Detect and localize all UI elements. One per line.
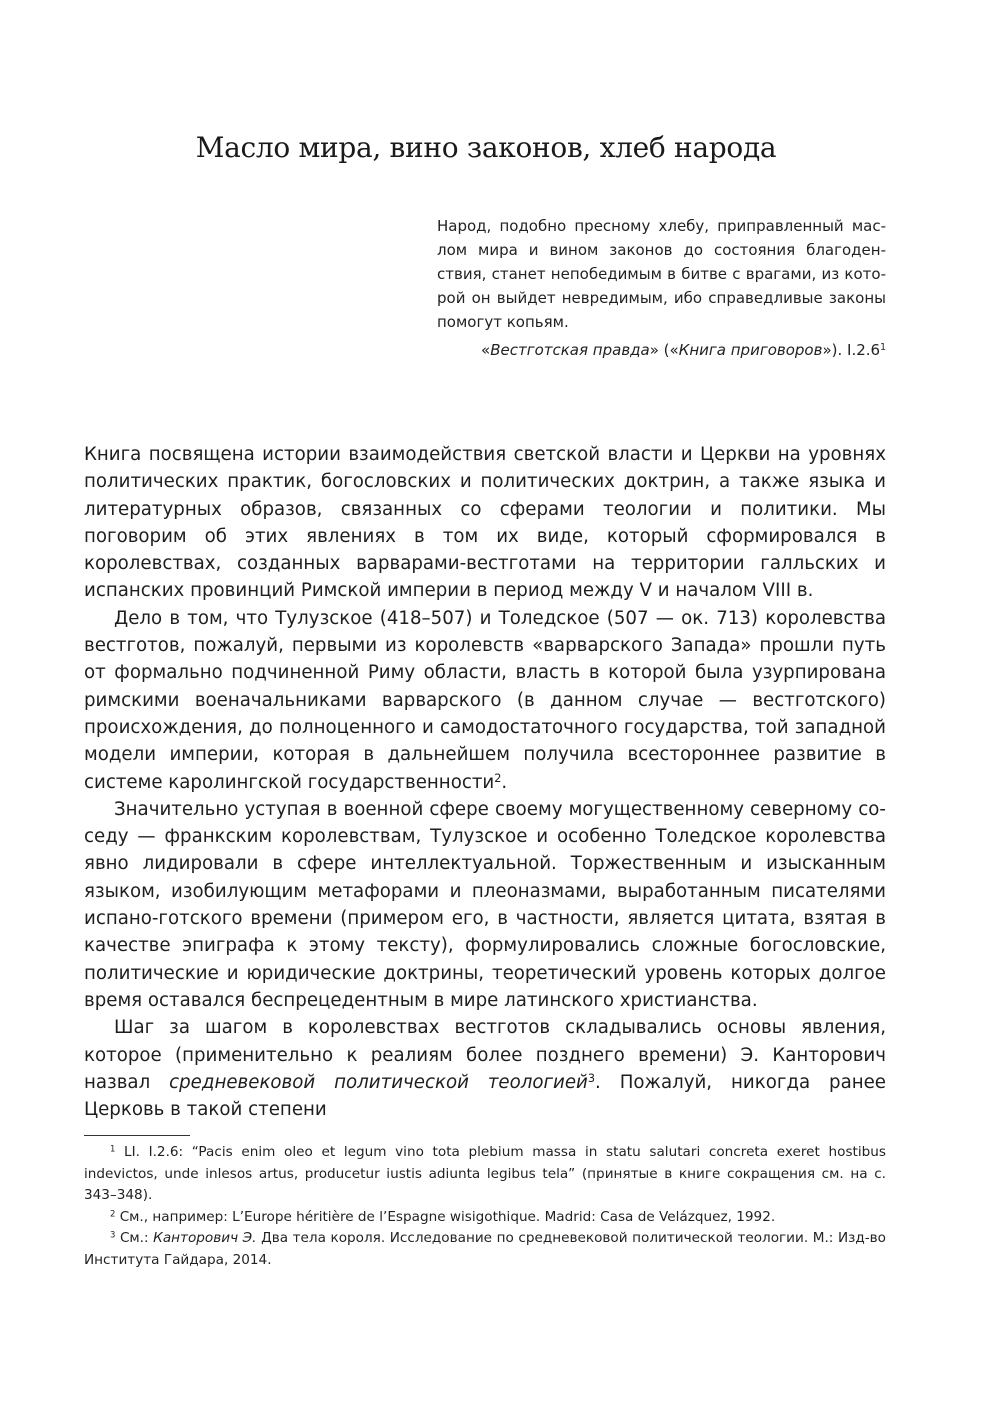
footnote-prefix: См.: — [119, 1230, 154, 1246]
footnote-ref-3[interactable]: 3 — [587, 1071, 596, 1085]
footnotes — [84, 1142, 886, 1271]
epigraph-text: Народ, подобно пресному хлебу, приправленный маслом мира и вином законов до состояния благоденствия, станет непобедимым в битве с врагами, из которой он выйдет невредимым, ибо справедливые законы помогут копьям. — [437, 217, 886, 331]
footnote-number: 2 — [110, 1207, 116, 1218]
epigraph-source-mid: » (« — [649, 341, 679, 359]
paragraph-2 — [84, 605, 886, 796]
footnote-2 — [84, 1207, 886, 1229]
paragraph-text: Шаг за шагом в королевствах вестготов складывались основы явления, которое (применительно к реалиям более позднего времени) Э. Канторович назвал — [84, 1017, 886, 1093]
epigraph-source-open: « — [481, 341, 491, 359]
epigraph-source-title: Вестготская правда — [490, 341, 650, 359]
footnote-author: Канторович Э. — [153, 1230, 257, 1246]
paragraph-3 — [84, 796, 886, 1014]
footnote-text: Два тела короля. Исследование по средневековой политической теологии. М.: Изд-во Института Гайдара, 2014. — [84, 1230, 886, 1268]
footnote-3 — [84, 1228, 886, 1271]
footnote-number: 3 — [110, 1229, 116, 1240]
footnote-ref-2[interactable]: 2 — [494, 771, 502, 785]
footnote-1 — [84, 1142, 886, 1207]
paragraph-4 — [84, 1014, 886, 1123]
body-text — [84, 441, 886, 1123]
footnote-text: См., например: L’Europe héritière de l’Espagne wisigothique. Madrid: Casa de Velázquez, 1992. — [119, 1208, 776, 1225]
epigraph-source-alt: Книга приговоров — [678, 341, 823, 359]
paragraph-italic: средневековой политической теологией — [169, 1071, 588, 1093]
chapter-title: Масло мира, вино законов, хлеб народа — [195, 131, 777, 164]
paragraph-1 — [84, 441, 886, 605]
epigraph — [437, 214, 886, 362]
footnote-divider — [84, 1135, 190, 1136]
paragraph-tail: . — [501, 771, 508, 793]
epigraph-source — [437, 338, 886, 362]
paragraph-text: Значительно уступая в военной сфере своему могущественному северному соседу — франкским королевствам, Тулузское и особенно Толедское королевства явно лидировали в сфере интеллектуальной. Торжественным и изысканным языком, изобилующим метафорами и плеоназмами, выработанным писателями испано-готского времени (примером его, в частности, является цитата, взятая в качестве эпиграфа к этому тексту), формулировались сложные богословские, политические и юридические доктрины, теоретический уровень которых долгое время оставался беспрецедентным в мире латинского христианства. — [84, 798, 886, 1011]
epigraph-source-close: »). I.2.6 — [822, 341, 881, 359]
footnote-number: 1 — [110, 1143, 116, 1154]
paragraph-text: Дело в том, что Тулузское (418–507) и Толедское (507 — ок. 713) королевства вестготов, пожалуй, первыми из королевств «варварского Запада» прошли путь от формально подчиненной Риму области, власть в которой была узурпирована римскими военачальниками варварского (в данном случае — вестготского) происхождения, до полноценного и самодостаточного государства, той западной модели империи, которая в дальнейшем получила всестороннее развитие в системе каролингской государственности — [84, 607, 886, 793]
paragraph-text: Книга посвящена истории взаимодействия светской власти и Церкви на уровнях политических практик, богословских и политических доктрин, а также языка и литературных образов, связанных со сферами теологии и политики. Мы поговорим об этих явлениях в том их виде, который сформировался в королевствах, созданных варварами-вестготами на территории галльских и испанских провинций Римской империи в период между V и началом VIII в. — [84, 444, 886, 602]
footnote-text: LI. I.2.6: “Pacis enim oleo et legum vino tota plebium massa in statu salutari concreta exeret hostibus indevictos, unde inlesos artus, producetur iustis adiunta legibus tela” (принятые в книге сокращения см. на с. 343–348). — [84, 1144, 886, 1203]
paragraph-tail: . Пожалуй, никогда ранее Церковь в такой степени — [84, 1071, 887, 1121]
footnote-ref-1[interactable]: 1 — [880, 341, 886, 353]
